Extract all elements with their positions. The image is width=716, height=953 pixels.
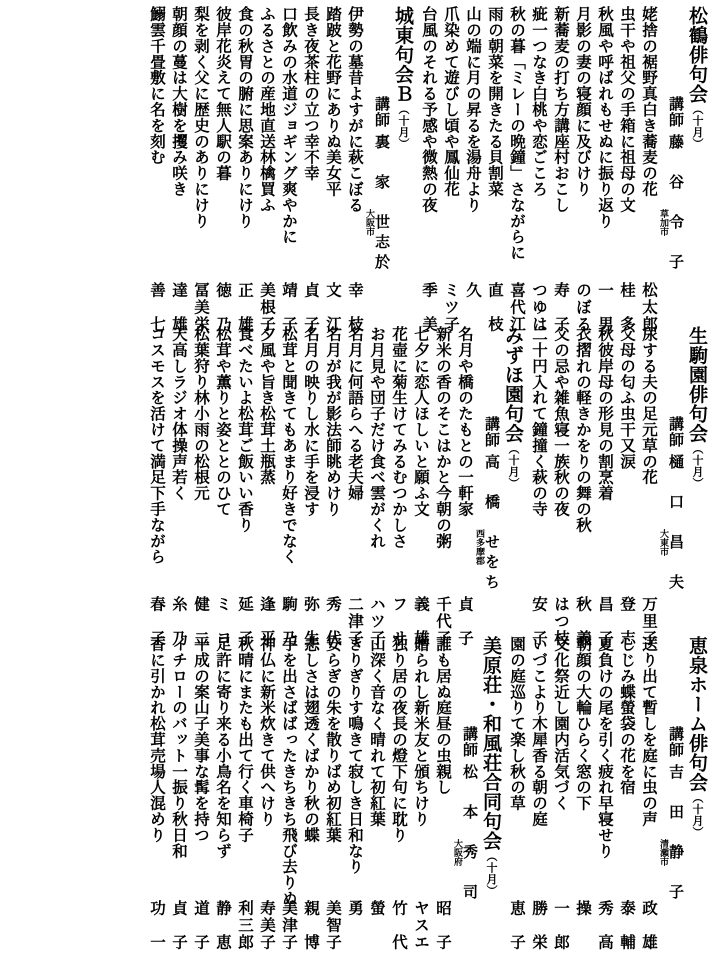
haiku-entry xyxy=(340,324,364,647)
haiku-entry xyxy=(546,324,570,647)
teacher-block xyxy=(668,4,683,274)
band-bottom xyxy=(0,634,716,951)
haiku-entry xyxy=(142,4,166,333)
haiku-entry xyxy=(164,324,188,647)
haiku-text: 松葉狩り林小雨の松根元 xyxy=(192,326,210,501)
haiku-text: 松茸や薫りと姿ととのひて xyxy=(214,326,232,517)
haiku-text: 神仏に新米炊きて供へけり xyxy=(258,636,276,827)
haiku-author: ヤスエ xyxy=(412,900,430,951)
haiku-author: 利三郎 xyxy=(236,900,254,951)
haiku-author: 久 xyxy=(464,282,482,299)
haiku-entry xyxy=(274,4,298,333)
haiku-author: 安 子 xyxy=(530,596,548,647)
haiku-text: 二十円入れて鐘撞く萩の寺 xyxy=(530,326,548,517)
haiku-entry xyxy=(384,324,408,647)
teacher-block xyxy=(374,4,389,274)
teacher-label: 講師 xyxy=(373,96,391,128)
haiku-author: 達 雄 xyxy=(170,282,188,333)
club-header xyxy=(658,324,706,630)
haiku-author: 延 子 xyxy=(236,596,254,647)
club-section-keisen-home xyxy=(502,634,708,951)
teacher-label: 講師 xyxy=(461,726,479,758)
haiku-text: 食べたいよ松茸ご飯いい香り xyxy=(236,326,254,533)
haiku-text: 名月に何語らへる老夫婦 xyxy=(346,326,364,501)
haiku-author: 美津子 xyxy=(280,900,298,951)
haiku-author: 泰 輔 xyxy=(618,900,636,951)
haiku-author: 季 美 xyxy=(420,282,438,333)
club-month: （十月） xyxy=(485,850,498,897)
haiku-entry xyxy=(362,324,386,647)
teacher-name: 樋 口 昌 夫 xyxy=(667,454,685,594)
haiku-author: 桂 多 xyxy=(618,282,636,333)
haiku-author: フ サ xyxy=(390,596,408,647)
haiku-text: 新米の香のそこはかと今朝の粥 xyxy=(434,326,452,549)
haiku-text: 安らぎの朱を散りばめ初紅葉 xyxy=(324,636,342,843)
haiku-text: 誰も居ぬ庭昼の虫親し xyxy=(434,636,452,795)
haiku-text: 秋晴にまたも出て行く車椅子 xyxy=(236,636,254,843)
haiku-text: 台風のそれる予感や微熱の夜 xyxy=(420,6,438,213)
teacher-label: 講師 xyxy=(483,416,501,448)
haiku-entry xyxy=(274,324,298,647)
teacher-name: 藤 谷 令 子 xyxy=(667,134,685,274)
haiku-text: 手を出さばばったきちきち飛び去りぬ xyxy=(280,636,298,907)
haiku-text: 鰯雲千畳敷に名を刻む xyxy=(148,6,166,165)
haiku-author: のぼる xyxy=(574,282,592,333)
haiku-entry xyxy=(546,4,570,333)
club-section-ikoma-en xyxy=(524,324,708,647)
haiku-text: 秋の暮「ミレーの晩鐘」さながらに xyxy=(508,6,526,261)
haiku-text: 爪染めて遊びし頃や鳳仙花 xyxy=(442,6,460,197)
haiku-text: 七夕に恋人ほしいと願ふ文 xyxy=(412,326,430,517)
haiku-entry xyxy=(318,4,342,333)
haiku-author: はつ枝 xyxy=(552,596,570,647)
haiku-entry xyxy=(296,324,320,647)
haiku-text: 口飲みの水道ジョギング爽やかに xyxy=(280,6,298,245)
haiku-entry xyxy=(524,324,548,647)
haiku-text: きりぎりす鳴きて寂しき日和なり xyxy=(346,636,364,875)
haiku-entry xyxy=(230,324,254,647)
haiku-entry xyxy=(450,324,474,647)
club-month: （十月） xyxy=(507,443,520,489)
haiku-entry xyxy=(634,324,658,647)
club-city: 大阪府 xyxy=(452,839,462,866)
haiku-author: 寿 子 xyxy=(552,282,570,333)
haiku-author: 親 博 xyxy=(302,900,320,951)
club-month: （十月） xyxy=(691,792,704,838)
club-header xyxy=(658,4,706,322)
teacher-name: 高 橋 せをち xyxy=(483,454,501,594)
haiku-entry xyxy=(230,634,254,951)
haiku-author: 冨美栄 xyxy=(192,282,210,333)
club-city: 草加市 xyxy=(658,209,668,236)
haiku-text: 踏跛と花野にありぬ美女平 xyxy=(324,6,342,197)
haiku-entry xyxy=(480,4,504,333)
haiku-entry xyxy=(568,324,592,647)
club-title: 恵泉ホーム俳句会（十月） xyxy=(686,636,708,838)
haiku-entry xyxy=(186,634,210,951)
haiku-text: ふるさとの産地直送林檎買ふ xyxy=(258,6,276,213)
haiku-entry xyxy=(428,324,452,647)
club-title: 生駒園俳句会（十月） xyxy=(686,326,708,489)
haiku-text: 悲しさは翅透くばかり秋の蝶 xyxy=(302,636,320,843)
teacher-block xyxy=(484,324,499,594)
haiku-entry xyxy=(340,4,364,333)
haiku-text: 天高しラジオ体操声若く xyxy=(170,326,188,501)
haiku-author: 政 雄 xyxy=(640,900,658,951)
haiku-author: 松太郎 xyxy=(640,282,658,333)
club-month: （十月） xyxy=(691,443,704,489)
haiku-author: ミ ヨ xyxy=(214,596,232,647)
haiku-entry xyxy=(318,634,342,951)
haiku-entry xyxy=(296,4,320,333)
club-section-shokaku xyxy=(414,4,708,333)
haiku-author: 喜代江 xyxy=(508,282,526,333)
haiku-text: 贈られし新米友と頒ちけり xyxy=(412,636,430,827)
teacher-name: 裏 家 世志於 xyxy=(373,134,391,274)
haiku-entry xyxy=(590,4,614,333)
haiku-entry xyxy=(612,4,636,333)
teacher-block xyxy=(668,634,683,904)
haiku-author: 操 xyxy=(574,900,592,917)
haiku-text: 彼岸花炎えて無人駅の暮 xyxy=(214,6,232,181)
haiku-entry xyxy=(296,634,320,951)
haiku-entry xyxy=(524,634,548,951)
club-city: 西多摩郡 xyxy=(474,529,484,565)
haiku-text: 山深く音なく晴れて初紅葉 xyxy=(368,636,386,827)
haiku-author: 駒 乃 xyxy=(280,596,298,647)
haiku-text: 梨を剥く父に歴史のありにけり xyxy=(192,6,210,229)
club-section-mihara-wafu xyxy=(142,634,502,951)
haiku-text: 文化祭近し園内活気づく xyxy=(552,636,570,811)
haiku-entry xyxy=(208,634,232,951)
haiku-text: 朝顔の蔓は大樹を攫み咲き xyxy=(170,6,188,197)
club-title: 美原荘・和風荘合同句会（十月） xyxy=(480,636,502,897)
haiku-text: 父母の匂ふ虫干又涙 xyxy=(618,326,636,470)
haiku-entry xyxy=(252,634,276,951)
teacher-name: 松 本 秀 司 xyxy=(461,764,479,904)
haiku-entry xyxy=(208,4,232,333)
teacher-block xyxy=(462,634,477,904)
club-city: 大東市 xyxy=(658,529,668,556)
haiku-text: 名月の映りし水に手を浸す xyxy=(302,326,320,517)
haiku-author: 秀 高 xyxy=(596,900,614,951)
haiku-text: 伊勢の墓昔よすがに萩こぼる xyxy=(346,6,364,213)
haiku-author: 竹 代 xyxy=(390,900,408,951)
haiku-text: 姥捨の裾野真白き蕎麦の花 xyxy=(640,6,658,197)
haiku-author: 静 恵 xyxy=(214,900,232,951)
haiku-author: 秋 義 xyxy=(574,596,592,647)
haiku-text: 花壺に菊生けてみるむつかしさ xyxy=(390,326,408,549)
haiku-entry xyxy=(502,634,526,951)
club-header xyxy=(474,324,522,630)
haiku-author: 貞 子 xyxy=(456,596,474,647)
band-middle xyxy=(0,324,716,647)
haiku-text: 虫干や祖父の手箱に祖母の文 xyxy=(618,6,636,213)
haiku-author: 功 一 xyxy=(148,900,166,951)
haiku-entry xyxy=(612,634,636,951)
haiku-author: 万里子 xyxy=(640,596,658,647)
haiku-entry xyxy=(164,4,188,333)
teacher-label: 講師 xyxy=(667,416,685,448)
club-header xyxy=(658,634,706,934)
club-title: 松鶴俳句会（十月） xyxy=(686,6,708,150)
haiku-entry xyxy=(406,634,430,951)
haiku-entry xyxy=(590,324,614,647)
haiku-entry xyxy=(186,324,210,647)
club-section-mizuho-en xyxy=(296,324,524,647)
haiku-author: つゆは xyxy=(530,282,548,333)
haiku-text: イチローのバット一振り秋日和 xyxy=(170,636,188,859)
haiku-text: お月見や団子だけ食べ雲がくれ xyxy=(368,326,386,549)
haiku-entry xyxy=(164,634,188,951)
haiku-entry xyxy=(568,634,590,934)
haiku-entry xyxy=(362,634,384,934)
haiku-entry xyxy=(458,4,480,322)
haiku-entry xyxy=(230,4,254,333)
band-top xyxy=(0,4,716,333)
haiku-author: 直 枝 xyxy=(486,282,504,333)
haiku-entry xyxy=(428,634,452,951)
haiku-entry xyxy=(340,634,362,934)
haiku-text: 香に引かれ松茸売場人混めり xyxy=(148,636,166,843)
haiku-text: 夕風や旨き松茸土瓶蒸 xyxy=(258,326,276,485)
haiku-entry xyxy=(252,324,276,647)
haiku-author: 弥 生 xyxy=(302,596,320,647)
club-month: （十月） xyxy=(691,103,704,150)
haiku-author: 道 子 xyxy=(192,900,210,951)
haiku-entry xyxy=(414,4,438,333)
haiku-entry xyxy=(274,634,298,951)
haiku-author: 千代子 xyxy=(434,596,452,647)
haiku-text: 月影の妻の寝顔に及びけり xyxy=(574,6,592,197)
haiku-text: 父の忌や雑魚寝一族秋の夜 xyxy=(552,326,570,517)
haiku-author: 寿美子 xyxy=(258,900,276,951)
haiku-author: 義 雄 xyxy=(412,596,430,647)
haiku-entry xyxy=(524,4,548,333)
haiku-text: 秋風や呼ばれもせぬに振り返り xyxy=(596,6,614,229)
teacher-label: 講師 xyxy=(667,96,685,128)
haiku-author: 健 二 xyxy=(192,596,210,647)
club-city: 大阪市 xyxy=(364,209,374,236)
haiku-text: 新蕎麦の打ち方講座村おこし xyxy=(552,6,570,213)
haiku-author: 昭 子 xyxy=(434,900,452,951)
haiku-text: 名月や橋のたもとの一軒家 xyxy=(456,326,474,517)
haiku-entry xyxy=(142,324,166,647)
haiku-author: 貞 子 xyxy=(302,282,320,333)
haiku-text: 雨の朝菜を開きたる貝割菜 xyxy=(486,6,504,197)
haiku-entry xyxy=(634,634,658,951)
haiku-entry xyxy=(612,324,636,647)
teacher-block xyxy=(668,324,683,594)
club-title: みずほ園句会（十月） xyxy=(502,326,524,489)
haiku-text: 食の秋胃の腑に思案ありにけり xyxy=(236,6,254,229)
haiku-author: ハツ子 xyxy=(368,596,386,647)
haiku-text: 尿する夫の足元草の花 xyxy=(640,326,658,485)
haiku-author: 文 江 xyxy=(324,282,342,333)
club-header xyxy=(452,634,500,934)
haiku-author: 勇 xyxy=(346,900,364,917)
haiku-author: 靖 子 xyxy=(280,282,298,333)
haiku-author: 一 郎 xyxy=(552,900,570,951)
haiku-entry xyxy=(436,4,460,333)
club-title: 城東句会Ｂ（十月） xyxy=(392,6,414,150)
haiku-author: 逢 平 xyxy=(258,596,276,647)
haiku-entry xyxy=(252,4,276,333)
haiku-author: 正 雄 xyxy=(236,282,254,333)
haiku-text: 園の庭巡りて楽し秋の草 xyxy=(508,636,526,811)
haiku-entry xyxy=(318,324,342,647)
haiku-entry xyxy=(502,4,526,333)
haiku-text: 松茸と聞きてもあまり好きでなく xyxy=(280,326,298,565)
teacher-label: 講師 xyxy=(667,726,685,758)
haiku-author: 一 男 xyxy=(596,282,614,333)
haiku-author: 登 志 xyxy=(618,596,636,647)
haiku-text: 朝顔の大輪ひらく窓の下 xyxy=(574,636,592,811)
haiku-text: 送り出て暫しを庭に虫の声 xyxy=(640,636,658,827)
haiku-text: しじみ蝶螢袋の花を宿 xyxy=(618,636,636,795)
haiku-author: 幸 枝 xyxy=(346,282,364,333)
haiku-entry xyxy=(208,324,232,647)
haiku-text: 平成の案山子美事な髯を持つ xyxy=(192,636,210,843)
haiku-text: 名月が我が影法師眺めけり xyxy=(324,326,342,517)
club-header xyxy=(364,4,412,322)
haiku-author: 二津子 xyxy=(346,596,364,647)
haiku-text: 長き夜茶柱の立つ幸不幸 xyxy=(302,6,320,181)
haiku-author: 貞 子 xyxy=(170,900,188,951)
haiku-text: 山の端に月の昇るを湯舟より xyxy=(464,6,482,213)
haiku-text: コスモスを活けて満足下手ながら xyxy=(148,326,166,565)
haiku-author: 秀 代 xyxy=(324,596,342,647)
haiku-text: 衣摺れの軽きかをりの舞の秋 xyxy=(574,326,592,533)
haiku-entry xyxy=(186,4,210,333)
haiku-author: 善 七 xyxy=(148,282,166,333)
haiku-text: 夏負けの尾を引く疲れ早寝せり xyxy=(596,636,614,859)
club-month: （十月） xyxy=(397,103,410,150)
teacher-name: 吉 田 静 子 xyxy=(667,764,685,904)
haiku-author: 勝 栄 xyxy=(530,900,548,951)
haiku-author: 美智子 xyxy=(324,900,342,951)
haiku-author: 糸 乃 xyxy=(170,596,188,647)
club-section-mizuho-en-cont xyxy=(142,324,298,647)
haiku-entry xyxy=(546,634,570,951)
haiku-text: 独り居の夜長の燈下句に耽り xyxy=(390,636,408,843)
haiku-author: 螢 xyxy=(368,900,386,917)
haiku-entry xyxy=(406,324,430,647)
haiku-author: ミツ子 xyxy=(442,282,460,333)
haiku-author: 昌 子 xyxy=(596,596,614,647)
haiku-author: 恵 子 xyxy=(508,900,526,951)
haiku-entry xyxy=(634,4,658,333)
haiku-author: 徳 乃 xyxy=(214,282,232,333)
haiku-entry xyxy=(384,634,408,951)
haiku-entry xyxy=(568,4,592,333)
haiku-entry xyxy=(590,634,614,951)
club-city: 清瀬市 xyxy=(658,839,668,866)
haiku-entry xyxy=(142,634,166,951)
haiku-text: 秋彼岸母の形見の割烹着 xyxy=(596,326,614,501)
haiku-text: いづこより木犀香る朝の庭 xyxy=(530,636,548,827)
haiku-author: 美根子 xyxy=(258,282,276,333)
haiku-text: 疵一つなき白桃や恋ごころ xyxy=(530,6,548,197)
haiku-text: 足許に寄り来る小鳥名を知らず xyxy=(214,636,232,859)
haiku-author: 春 子 xyxy=(148,596,166,647)
club-section-joto-b xyxy=(142,4,414,333)
